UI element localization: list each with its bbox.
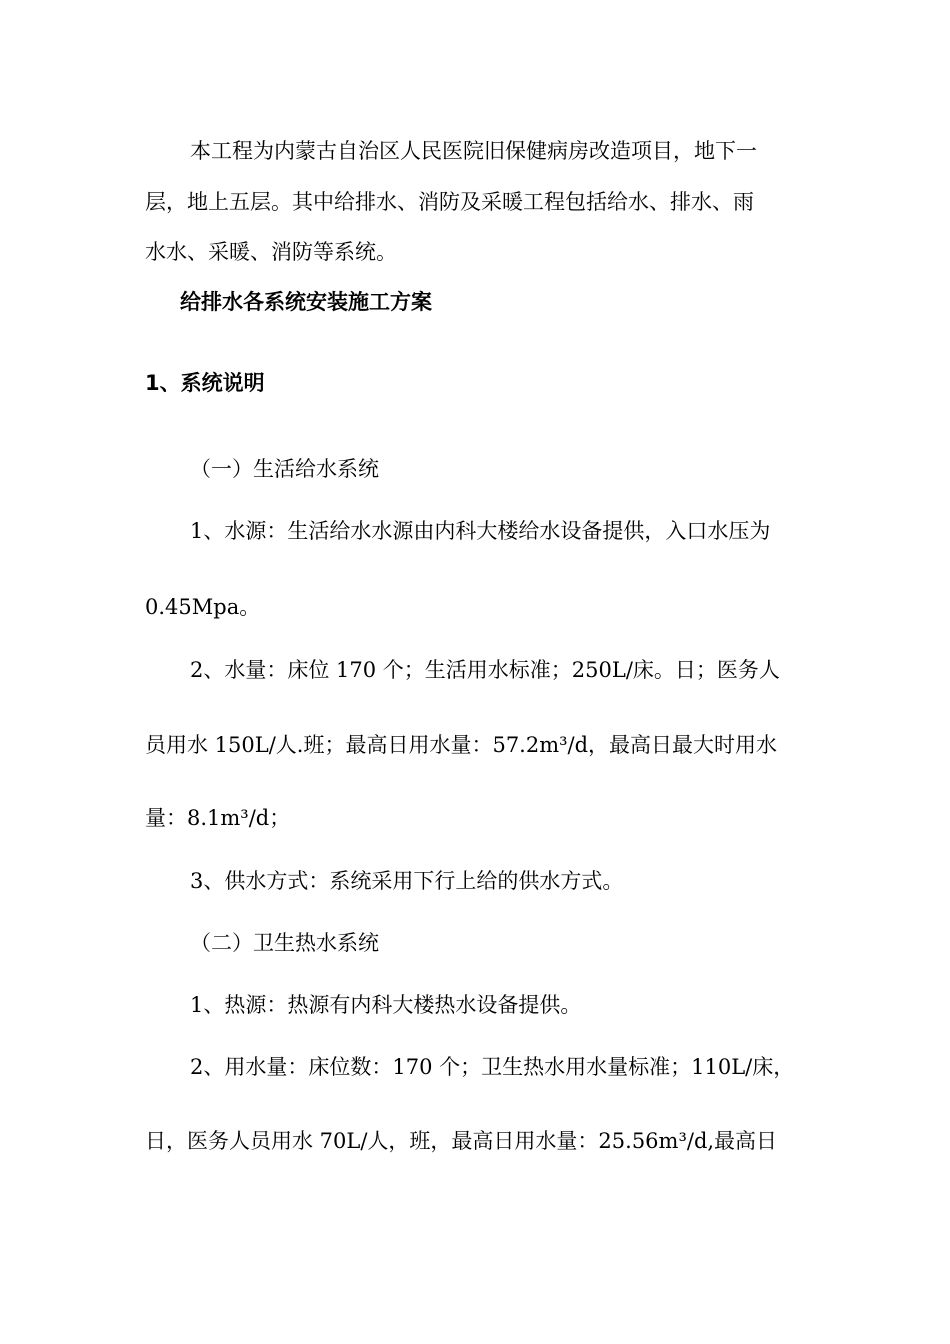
section-heading-1: 1、系统说明 <box>145 371 265 395</box>
sub2-item2-line1: 2、用水量：床位数：170 个；卫生热水用水量标准；110L/床， <box>190 1055 795 1079</box>
sub1-item2-line1: 2、水量：床位 170 个；生活用水标准；250L/床。日；医务人 <box>190 658 780 682</box>
intro-line-1: 本工程为内蒙古自治区人民医院旧保健病房改造项目，地下一 <box>190 139 757 163</box>
main-heading: 给排水各系统安装施工方案 <box>180 290 432 314</box>
sub1-item2-line2: 员用水 150L/人.班；最高日用水量：57.2m³/d，最高日最大时用水 <box>145 733 778 757</box>
subsection-title-2: （二）卫生热水系统 <box>190 931 379 955</box>
subsection-title-1: （一）生活给水系统 <box>190 457 379 481</box>
sub2-item2-line2: 日，医务人员用水 70L/人，班，最高日用水量：25.56m³/d,最高日 <box>145 1129 778 1153</box>
sub1-item2-line3: 量：8.1m³/d； <box>145 806 291 830</box>
sub1-item1-line1: 1、水源：生活给水水源由内科大楼给水设备提供，入口水压为 <box>190 519 771 543</box>
sub1-item3: 3、供水方式：系统采用下行上给的供水方式。 <box>190 869 624 893</box>
intro-line-2: 层，地上五层。其中给排水、消防及采暖工程包括给水、排水、雨 <box>145 190 754 214</box>
sub1-item1-line2: 0.45Mpa。 <box>145 595 261 619</box>
sub2-item1: 1、热源：热源有内科大楼热水设备提供。 <box>190 993 582 1017</box>
intro-line-3: 水水、采暖、消防等系统。 <box>145 240 397 264</box>
